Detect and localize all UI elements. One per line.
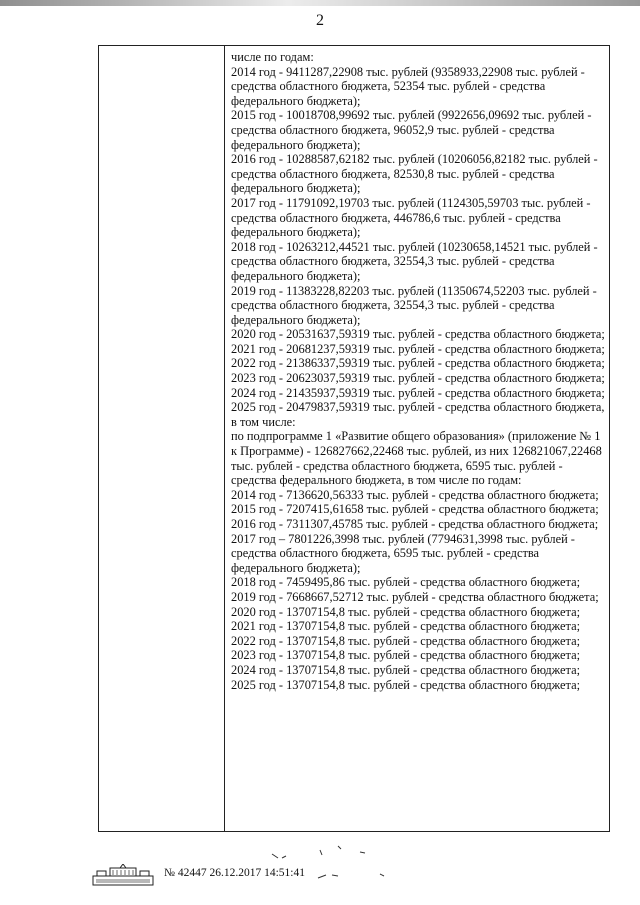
text-line: 2017 год - 11791092,19703 тыс. рублей (1124305,59703 тыс. рублей - средства областного бюджета, 446786,6 тыс. рублей - средства федерального бюджета); xyxy=(231,195,591,240)
text-line: 2014 год - 7136620,56333 тыс. рублей - средства областного бюджета; xyxy=(231,487,599,502)
registry-stamp-icon xyxy=(92,864,154,886)
text-line: 2015 год - 7207415,61658 тыс. рублей - средства областного бюджета; xyxy=(231,502,599,517)
document-table xyxy=(98,45,610,832)
text-line: 2023 год - 20623037,59319 тыс. рублей - средства областного бюджета; xyxy=(231,371,605,386)
text-line: 2024 год - 21435937,59319 тыс. рублей - средства областного бюджета; xyxy=(231,385,605,400)
text-line: 2017 год – 7801226,3998 тыс. рублей (7794631,3998 тыс. рублей - средства областного бюджета, 6595 тыс. рублей - средства федерального бюджета); xyxy=(231,531,575,575)
footer xyxy=(92,858,612,888)
column-divider xyxy=(224,46,225,831)
text-line: по подпрограмме 1 «Развитие общего образования» (приложение № 1 к Программе) - 126827662,22468 тыс. рублей, из них 126821067,22468 тыс. рублей - средства областного бюджета, 6595 тыс. рублей - средства федерального бюджета, в том числе по годам: xyxy=(231,429,602,488)
text-line: 2019 год - 7668667,52712 тыс. рублей - средства областного бюджета; xyxy=(231,589,599,604)
text-line: 2024 год - 13707154,8 тыс. рублей - средства областного бюджета; xyxy=(231,662,581,677)
scan-edge-artifact xyxy=(0,0,640,6)
text-line: 2014 год - 9411287,22908 тыс. рублей (9358933,22908 тыс. рублей - средства областного бюджета, 52354 тыс. рублей - средства федерального бюджета); xyxy=(231,64,585,108)
text-line: 2018 год - 10263212,44521 тыс. рублей (10230658,14521 тыс. рублей - средства областного бюджета, 32554,3 тыс. рублей - средства федерального бюджета); xyxy=(231,239,598,283)
text-line: 2016 год - 7311307,45785 тыс. рублей - средства областного бюджета; xyxy=(231,517,599,531)
text-line: 2023 год - 13707154,8 тыс. рублей - средства областного бюджета; xyxy=(231,648,581,663)
text-line: 2019 год - 11383228,82203 тыс. рублей (11350674,52203 тыс. рублей - средства областного бюджета, 32554,3 тыс. рублей - средства федерального бюджета); xyxy=(231,283,597,327)
text-line: 2025 год - 13707154,8 тыс. рублей - средства областного бюджета; xyxy=(231,677,581,692)
funding-text-column xyxy=(231,50,606,692)
text-line: 2018 год - 7459495,86 тыс. рублей - средства областного бюджета; xyxy=(231,575,581,590)
text-line: 2020 год - 13707154,8 тыс. рублей - средства областного бюджета; xyxy=(231,604,581,619)
text-line: 2015 год - 10018708,99692 тыс. рублей (9922656,09692 тыс. рублей - средства областного бюджета, 96052,9 тыс. рублей - средства федерального бюджета); xyxy=(231,108,592,152)
text-line: 2025 год - 20479837,59319 тыс. рублей - средства областного бюджета, в том числе: xyxy=(231,400,605,429)
text-line: 2020 год - 20531637,59319 тыс. рублей - средства областного бюджета; xyxy=(231,327,605,342)
text-line: 2021 год - 13707154,8 тыс. рублей - средства областного бюджета; xyxy=(231,619,581,634)
text-line: 2022 год - 13707154,8 тыс. рублей - средства областного бюджета; xyxy=(231,633,581,648)
text-line: 2021 год - 20681237,59319 тыс. рублей - средства областного бюджета; xyxy=(231,341,605,356)
document-registration-ref: № 42447 26.12.2017 14:51:41 xyxy=(164,867,305,879)
text-line: числе по годам: xyxy=(231,50,314,64)
text-line: 2016 год - 10288587,62182 тыс. рублей (10206056,82182 тыс. рублей - средства областного бюджета, 82530,8 тыс. рублей - средства федерального бюджета); xyxy=(231,152,598,196)
text-line: 2022 год - 21386337,59319 тыс. рублей - средства областного бюджета; xyxy=(231,356,605,371)
page-number: 2 xyxy=(316,12,324,29)
